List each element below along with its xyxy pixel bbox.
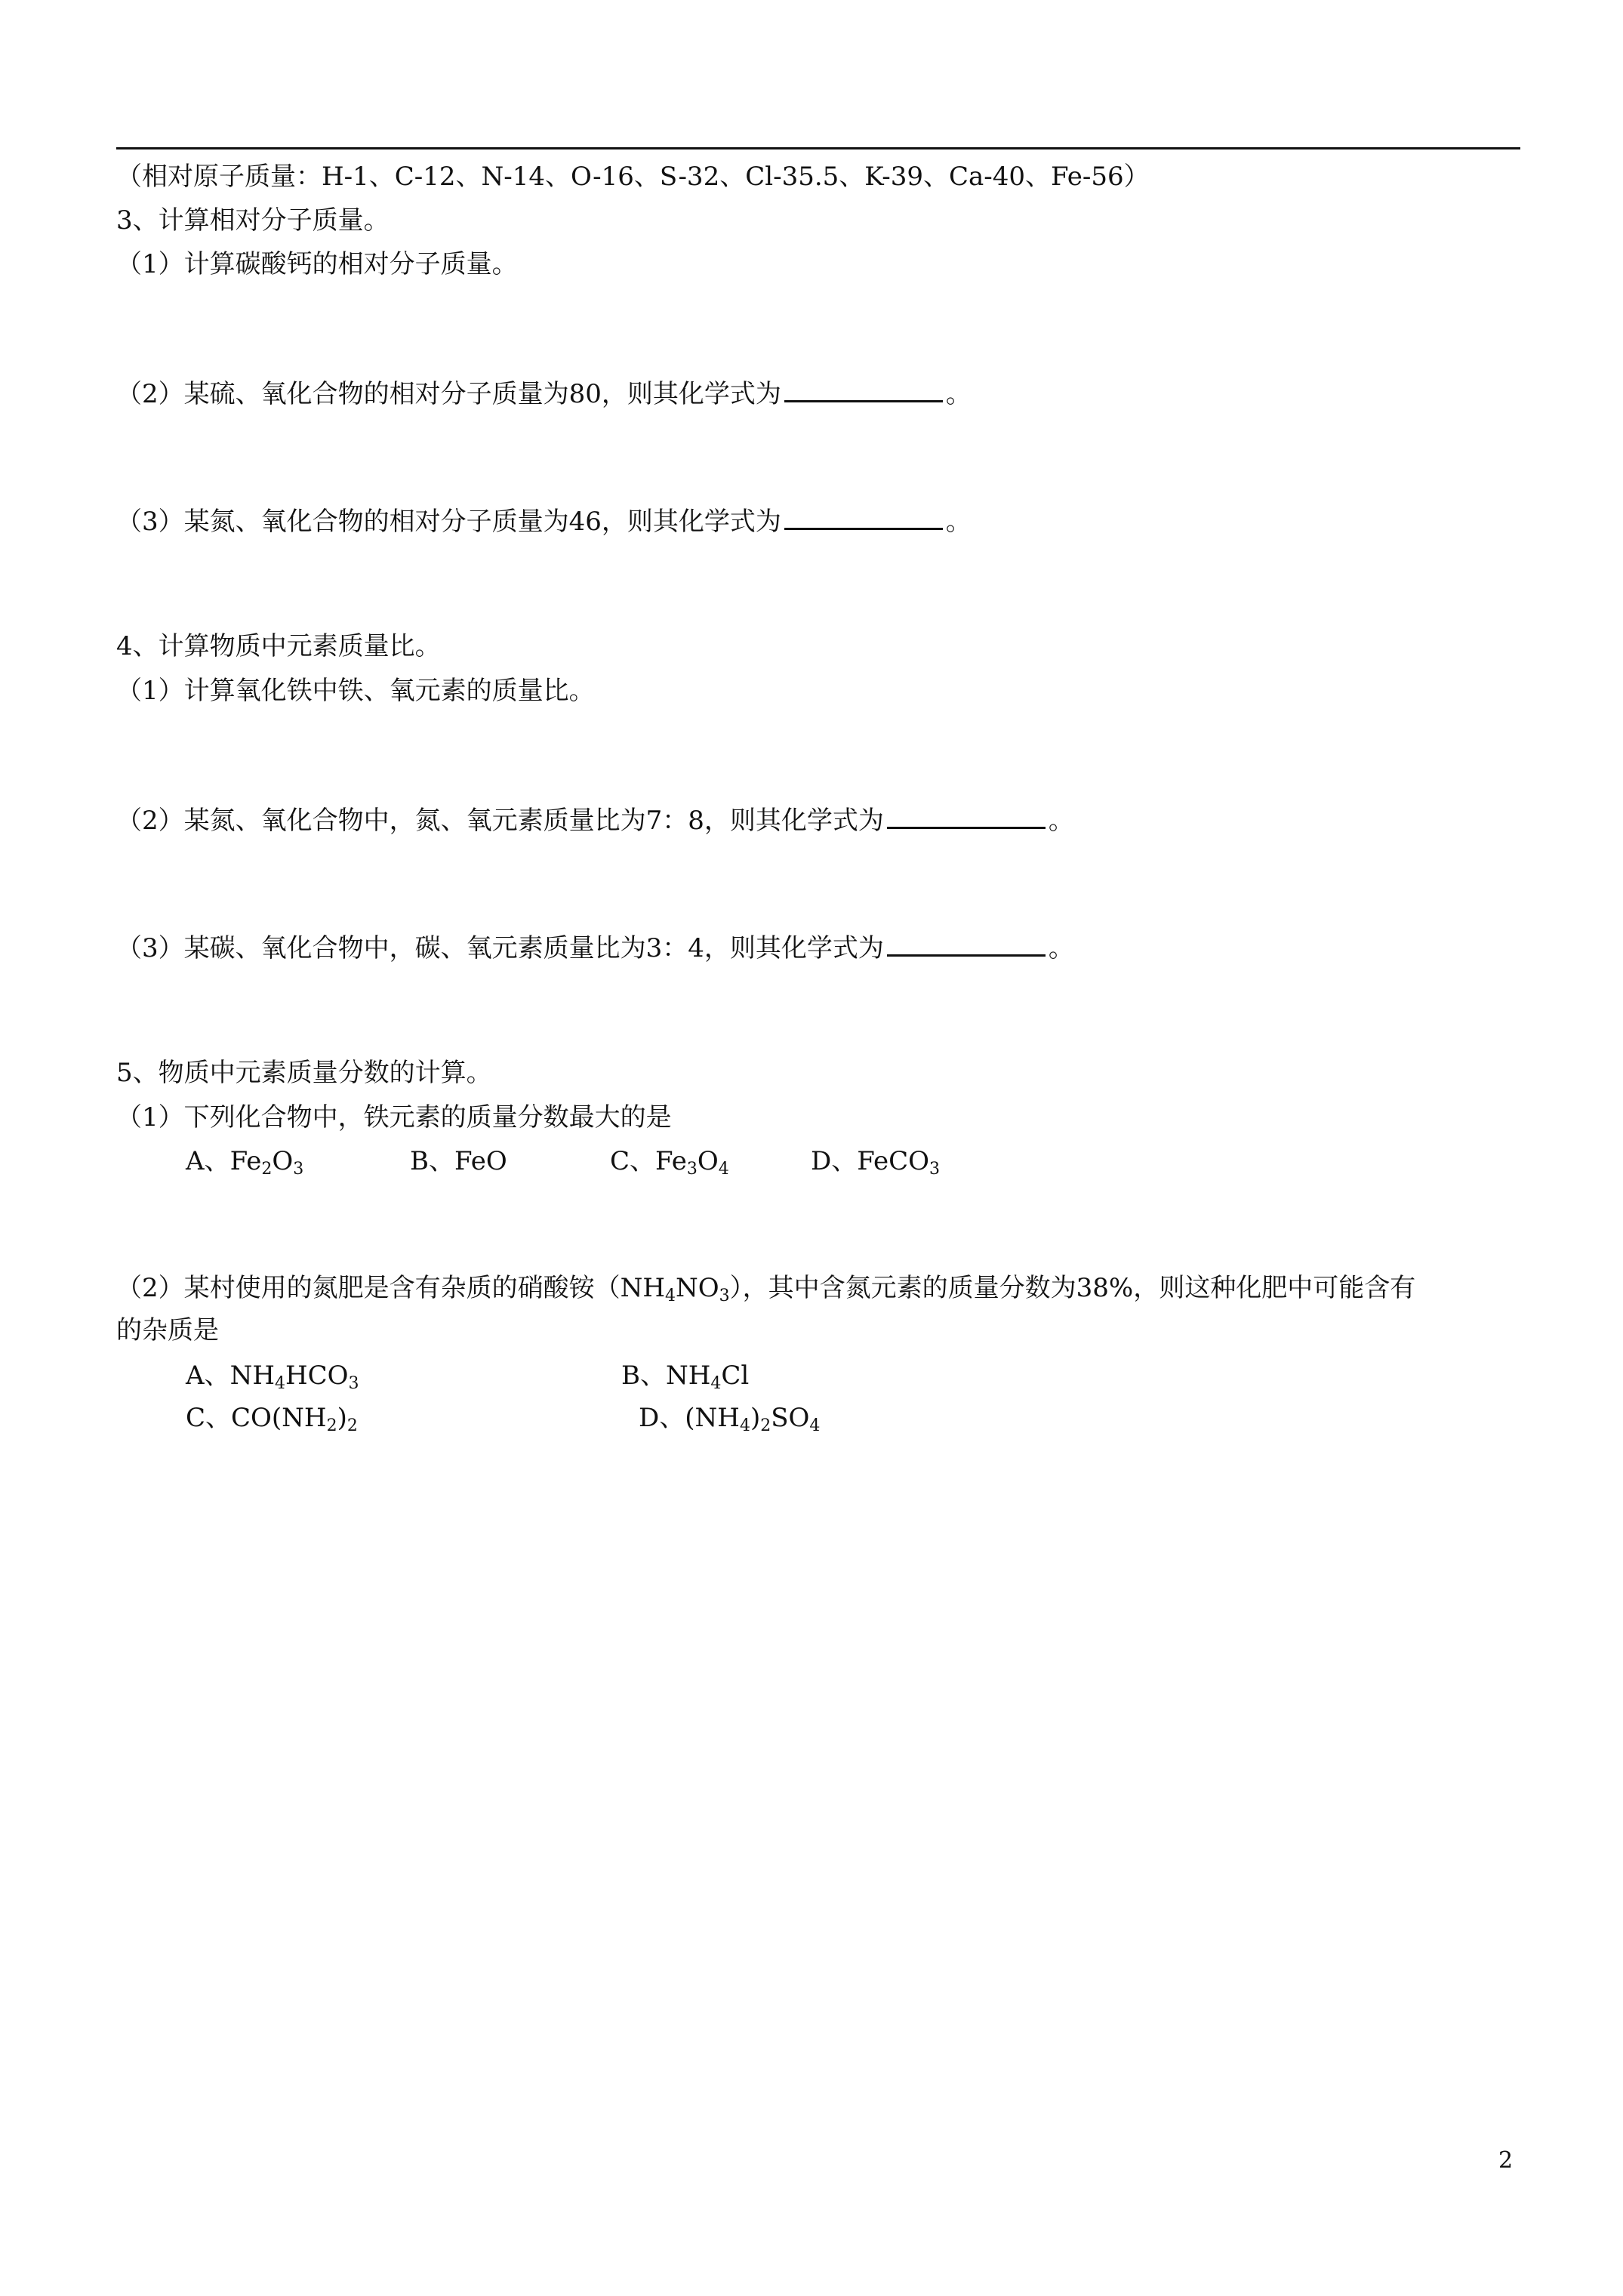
q5-p1-option-c: C、$Fe_3O_4$ <box>610 1146 729 1179</box>
q3-heading: 3、计算相对分子质量。 <box>116 205 390 236</box>
q4-part3-end: 。 <box>1048 933 1074 963</box>
q5-part1: （1）下列化合物中，铁元素的质量分数最大的是 <box>116 1102 672 1133</box>
q3-part2-text: （2）某硫、氧化合物的相对分子质量为80，则其化学式为 <box>116 379 781 409</box>
q4-part3 <box>116 929 1074 965</box>
q5-p1-option-b: B、FeO <box>410 1146 507 1176</box>
q5-p1-option-a: A、$Fe_2O_3$ <box>186 1146 304 1179</box>
answer-blank[interactable] <box>784 502 943 530</box>
q5-p1-option-d: D、FeCO$_3$ <box>811 1146 941 1179</box>
q3-part1: （1）计算碳酸钙的相对分子质量。 <box>116 249 518 279</box>
page-number: 2 <box>1498 2147 1514 2174</box>
q3-part2 <box>116 374 972 411</box>
q5-p2-option-a: A、$NH_4HCO_3$ <box>186 1361 359 1393</box>
q4-part2-text: （2）某氮、氧化合物中，氮、氧元素质量比为7：8，则其化学式为 <box>116 806 884 836</box>
q5-part2-line2: 的杂质是 <box>116 1315 219 1345</box>
q5-p2-option-c: C、$CO(NH_2)_2$ <box>186 1403 358 1435</box>
q3-part3-end: 。 <box>945 507 972 537</box>
q3-part3 <box>116 502 972 538</box>
answer-blank[interactable] <box>887 929 1046 957</box>
answer-blank[interactable] <box>784 374 943 402</box>
q4-part1: （1）计算氧化铁中铁、氧元素的质量比。 <box>116 676 595 706</box>
q5-p2-option-b: B、$NH_4Cl$ <box>621 1361 750 1393</box>
q5-heading: 5、物质中元素质量分数的计算。 <box>116 1058 492 1088</box>
answer-blank[interactable] <box>887 801 1046 829</box>
atomic-mass-note: （相对原子质量：H-1、C-12、N-14、O-16、S-32、Cl-35.5、K-39、Ca-40、Fe-56） <box>116 162 1150 192</box>
q3-part3-text: （3）某氮、氧化合物的相对分子质量为46，则其化学式为 <box>116 507 781 537</box>
header-rule <box>116 147 1520 149</box>
q4-part2-end: 。 <box>1048 806 1074 836</box>
q3-part2-end: 。 <box>945 379 972 409</box>
q5-part2-line1: （2）某村使用的氮肥是含有杂质的硝酸铵$(NH_4NO_3)$，其中含氮元素的质量分数为38%，则这种化肥中可能含有 <box>116 1273 1416 1305</box>
q4-heading: 4、计算物质中元素质量比。 <box>116 631 441 661</box>
q4-part3-text: （3）某碳、氧化合物中，碳、氧元素质量比为3：4，则其化学式为 <box>116 933 884 963</box>
q5-p2-option-d: D、$(NH_4)_2SO_4$ <box>639 1403 821 1435</box>
q4-part2 <box>116 801 1074 837</box>
